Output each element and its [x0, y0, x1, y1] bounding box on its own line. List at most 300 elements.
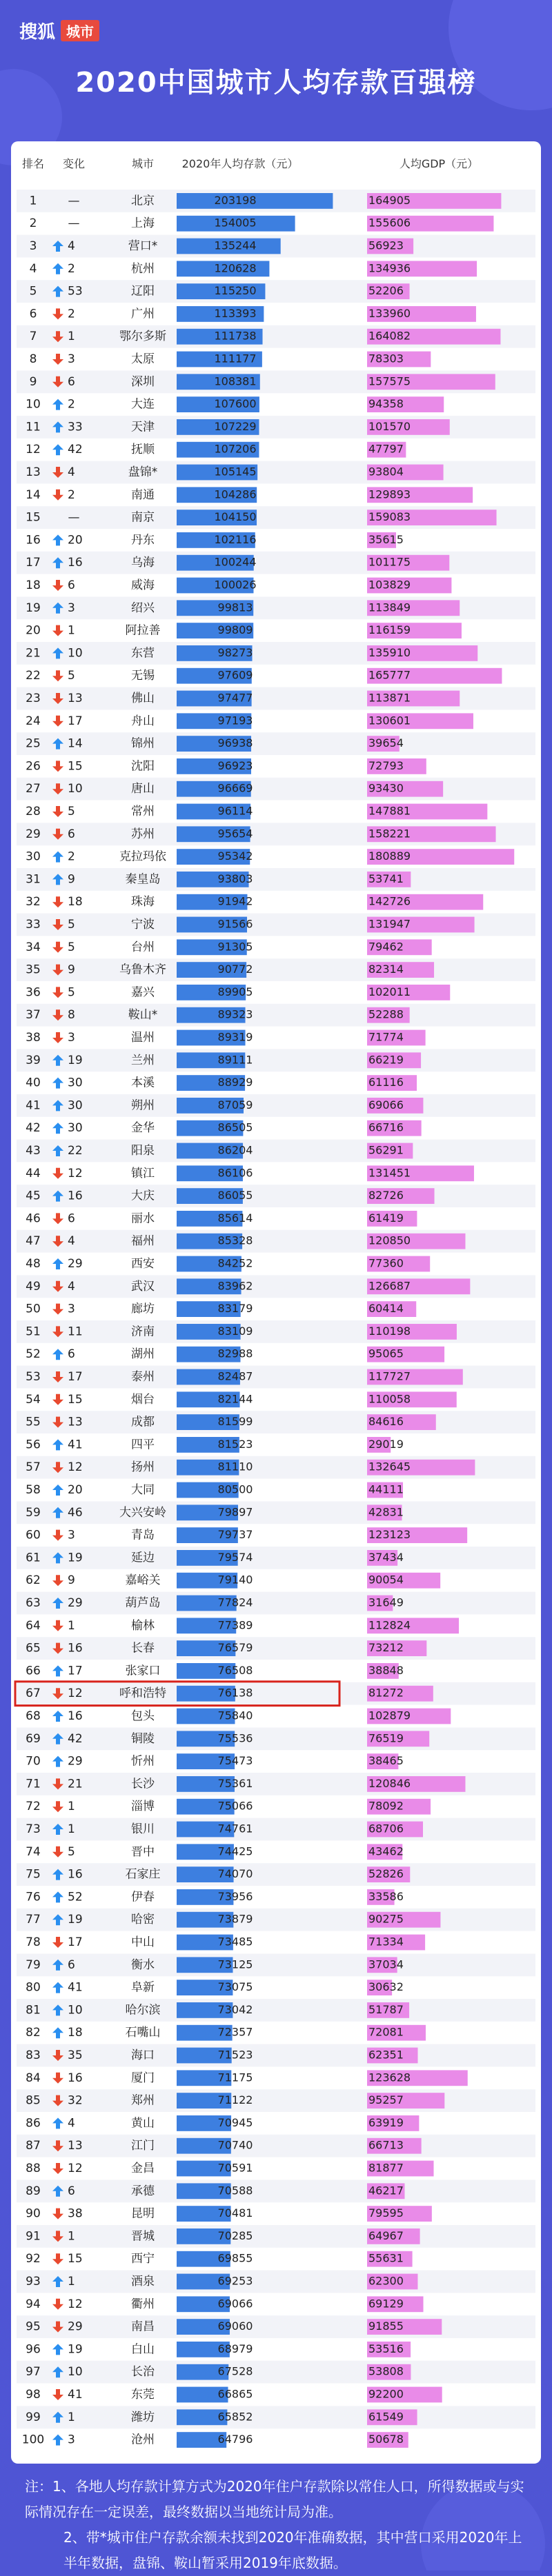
gdp-value: 55631 [368, 2251, 404, 2265]
arrow-up-icon [52, 2027, 63, 2038]
rank-cell: 71 [26, 1777, 41, 1791]
rank-cell: 50 [26, 1302, 41, 1316]
rank-cell: 14 [26, 487, 41, 502]
rank-cell: 94 [26, 2297, 41, 2311]
brand-logo [19, 18, 99, 43]
city-cell: 舟山 [131, 714, 155, 728]
deposit-value: 96669 [217, 781, 253, 795]
change-cell: 30 [68, 1098, 83, 1113]
city-cell: 铜陵 [131, 1731, 155, 1746]
deposit-value: 203198 [214, 193, 257, 207]
arrow-down-icon [52, 2208, 63, 2220]
city-cell: 金昌 [131, 2162, 155, 2175]
brand-tag: 城市 [61, 20, 99, 41]
rank-cell: 80 [26, 1980, 41, 1995]
change-cell: 17 [68, 1935, 83, 1949]
table-row [26, 2025, 426, 2041]
rank-cell: 28 [26, 805, 41, 818]
footnote-note-1-text: 1、各地人均存款计算方式为2020年住户存款除以常住人口，所得数据或与实际情况存在一定误差，最终数据以当地统计局为准。 [25, 2478, 524, 2520]
deposit-value: 82988 [217, 1347, 253, 1360]
row-stripe [17, 2361, 535, 2384]
change-cell: 16 [68, 1641, 83, 1656]
gdp-value: 29019 [368, 1437, 404, 1451]
gdp-value: 52288 [368, 1007, 404, 1021]
deposit-value: 69066 [217, 2297, 253, 2311]
rank-cell: 35 [26, 963, 41, 977]
city-cell: 上海 [131, 217, 155, 231]
rank-cell: 90 [26, 2206, 41, 2221]
table-row [26, 1844, 404, 1860]
deposit-value: 68979 [217, 2342, 253, 2355]
table-row [17, 823, 535, 845]
table-row [26, 2115, 419, 2131]
change-cell: 15 [68, 759, 83, 774]
rank-cell: 76 [26, 1890, 41, 1904]
city-cell: 郑州 [131, 2093, 155, 2108]
city-cell: 南京 [131, 510, 155, 525]
change-cell: 4 [68, 1279, 75, 1294]
rank-cell: 58 [26, 1483, 41, 1497]
row-stripe [17, 2044, 535, 2067]
gdp-value: 131451 [368, 1166, 411, 1180]
city-cell: 长沙 [131, 1777, 155, 1791]
gdp-value: 135910 [368, 645, 411, 659]
gdp-value: 180889 [368, 849, 411, 863]
city-cell: 昆明 [131, 2206, 155, 2221]
change-cell: 12 [68, 2162, 83, 2175]
city-cell: 北京 [131, 194, 155, 208]
rank-cell: 39 [26, 1053, 41, 1067]
deposit-value: 108381 [214, 374, 257, 388]
gdp-value: 38848 [368, 1663, 404, 1677]
rank-cell: 63 [26, 1596, 41, 1610]
gdp-value: 126687 [368, 1279, 411, 1293]
table-row [17, 1547, 535, 1569]
table-row [30, 306, 476, 322]
city-cell: 延边 [131, 1551, 155, 1565]
arrow-up-icon [52, 1665, 63, 1676]
city-cell: 济南 [131, 1325, 155, 1339]
row-stripe [17, 1140, 535, 1163]
deposit-value: 74070 [217, 1867, 253, 1881]
table-row [26, 1889, 404, 1905]
footnote [25, 2474, 535, 2576]
deposit-value: 83109 [217, 1324, 253, 1338]
gdp-value: 39654 [368, 736, 404, 750]
deposit-value: 111177 [214, 352, 257, 365]
deposit-value: 69253 [217, 2274, 253, 2288]
rank-cell: 26 [26, 759, 41, 774]
gdp-value: 93804 [368, 465, 404, 479]
deposit-value: 70481 [217, 2206, 253, 2220]
gdp-value: 50678 [368, 2433, 404, 2446]
deposit-value: 98273 [217, 645, 253, 659]
deposit-value: 67528 [217, 2364, 253, 2378]
rank-cell: 77 [26, 1913, 41, 1927]
gdp-value: 117727 [368, 1369, 411, 1383]
row-stripe [17, 1094, 535, 1117]
gdp-value: 129893 [368, 487, 411, 501]
rank-cell: 53 [26, 1370, 41, 1384]
deposit-value: 65852 [217, 2410, 253, 2424]
change-cell: 6 [68, 374, 75, 389]
gdp-value: 66219 [368, 1053, 404, 1067]
deposit-value: 70740 [217, 2138, 253, 2152]
deposit-value: 83179 [217, 1302, 253, 1316]
table-row [26, 1709, 451, 1724]
gdp-value: 90275 [368, 1912, 404, 1926]
table-row [26, 1301, 416, 1317]
table-row [26, 1799, 431, 1815]
change-cell: 6 [68, 1347, 75, 1362]
city-cell: 武汉 [131, 1279, 155, 1294]
rank-cell: 38 [26, 1031, 41, 1045]
row-stripe [17, 1727, 535, 1750]
table-row [26, 442, 406, 458]
deposit-value: 91566 [217, 917, 253, 931]
deposit-value: 79574 [217, 1550, 253, 1564]
change-cell: 3 [68, 352, 75, 366]
gdp-value: 133960 [368, 306, 411, 320]
rank-cell: 5 [29, 284, 37, 299]
column-header-deposit: 2020年人均存款（元） [181, 157, 299, 170]
deposit-value: 100244 [214, 555, 257, 569]
gdp-value: 113871 [368, 691, 411, 705]
deposit-value: 80500 [217, 1482, 253, 1496]
city-cell: 成都 [131, 1415, 155, 1429]
gdp-value: 155606 [368, 216, 411, 230]
change-cell: 6 [68, 2184, 75, 2198]
change-cell: 15 [68, 2252, 83, 2266]
table-row [17, 1501, 535, 1524]
change-cell: 5 [68, 940, 75, 954]
table-row [26, 985, 450, 1000]
change-cell: 29 [68, 2320, 83, 2334]
city-cell: 哈尔滨 [125, 2003, 161, 2017]
table-row [17, 2225, 535, 2248]
arrow-down-icon [52, 2253, 63, 2264]
column-header-change: 变化 [62, 157, 86, 170]
rank-cell: 59 [26, 1505, 41, 1520]
city-cell: 广州 [131, 307, 155, 321]
table-header [22, 157, 478, 170]
deposit-value: 71523 [217, 2048, 253, 2062]
gdp-value: 142726 [368, 894, 411, 908]
change-cell: 32 [68, 2093, 83, 2108]
city-cell: 沧州 [131, 2433, 155, 2447]
row-stripe [17, 1049, 535, 1071]
arrow-up-icon [52, 1711, 63, 1722]
change-cell: 6 [68, 578, 75, 592]
rank-cell: 96 [26, 2342, 41, 2357]
city-cell: 金华 [131, 1121, 155, 1136]
rank-cell: 91 [26, 2229, 41, 2244]
arrow-down-icon [52, 308, 63, 319]
rank-cell: 66 [26, 1664, 41, 1678]
gdp-value: 42831 [368, 1505, 404, 1519]
change-cell: 1 [68, 1822, 75, 1836]
table-row [26, 1120, 421, 1136]
change-cell: 19 [68, 1053, 83, 1067]
gdp-value: 52206 [368, 284, 404, 298]
rank-cell: 21 [26, 646, 41, 661]
city-cell: 哈密 [131, 1913, 155, 1927]
deposit-value: 107600 [214, 397, 257, 411]
city-cell: 白山 [131, 2342, 155, 2357]
deposit-value: 70285 [217, 2228, 253, 2242]
city-cell: 深圳 [131, 374, 155, 389]
rank-cell: 78 [26, 1935, 41, 1949]
arrow-down-icon [52, 2073, 63, 2084]
deposit-value: 120628 [214, 261, 257, 275]
rank-cell: 84 [26, 2071, 41, 2085]
city-cell: 克拉玛依 [119, 849, 166, 864]
row-stripe [17, 1004, 535, 1027]
change-cell: 3 [68, 1031, 75, 1045]
city-cell: 大连 [131, 397, 155, 412]
table-row [17, 1727, 535, 1750]
gdp-value: 82726 [368, 1189, 404, 1203]
rank-cell: 89 [26, 2184, 41, 2198]
change-cell: 6 [68, 827, 75, 841]
change-cell: 21 [68, 1777, 83, 1791]
deposit-value: 79897 [217, 1505, 253, 1519]
change-cell: 10 [68, 782, 83, 796]
table-row [17, 552, 535, 574]
city-cell: 绍兴 [131, 601, 155, 615]
change-cell: 12 [68, 1460, 83, 1475]
city-cell: 锦州 [131, 736, 155, 751]
rank-cell: 4 [29, 261, 37, 276]
deposit-value: 99813 [217, 601, 253, 614]
gdp-value: 92200 [368, 2387, 404, 2401]
table-row [17, 1185, 535, 1207]
change-flat-cell: — [68, 217, 80, 231]
rank-cell: 12 [26, 443, 41, 457]
arrow-down-icon [52, 1032, 63, 1043]
gdp-value: 53516 [368, 2342, 404, 2355]
gdp-value: 164905 [368, 193, 411, 207]
gdp-value: 130601 [368, 714, 411, 727]
change-cell: 19 [68, 2342, 83, 2357]
deposit-value: 95654 [217, 827, 253, 841]
table-row [17, 1999, 535, 2022]
arrow-down-icon [52, 716, 63, 727]
city-cell: 常州 [131, 805, 155, 818]
deposit-value: 105145 [214, 465, 257, 479]
table-row [17, 506, 535, 529]
gdp-value: 81877 [368, 2161, 404, 2175]
city-cell: 本溪 [131, 1076, 155, 1090]
gdp-value: 93430 [368, 781, 404, 795]
rank-cell: 19 [26, 601, 41, 615]
rank-cell: 83 [26, 2049, 41, 2062]
change-cell: 12 [68, 1166, 83, 1180]
gdp-value: 123628 [368, 2071, 411, 2084]
deposit-value: 97193 [217, 714, 253, 727]
city-cell: 石家庄 [125, 1867, 161, 1882]
deposit-value: 95342 [217, 849, 253, 863]
arrow-down-icon [52, 1575, 63, 1586]
row-stripe [17, 1592, 535, 1615]
arrow-down-icon [52, 1801, 63, 1812]
table-row [17, 1140, 535, 1163]
deposit-value: 73879 [217, 1912, 253, 1926]
city-cell: 伊春 [131, 1890, 155, 1904]
deposit-value: 79737 [217, 1528, 253, 1542]
footnote-note-2: 2、带*城市住户存款余额未找到2020年准确数据，其中营口采用2020年上半年数据，盘锦、鞍山暂采用2019年底数据。 [63, 2529, 522, 2571]
gdp-value: 123123 [368, 1528, 411, 1542]
table-row [17, 1366, 535, 1389]
deposit-value: 77389 [217, 1618, 253, 1632]
gdp-value: 64967 [368, 2228, 404, 2242]
deposit-value: 82487 [217, 1369, 253, 1383]
change-cell: 5 [68, 805, 75, 818]
arrow-up-icon [52, 1891, 63, 1902]
row-stripe [17, 2225, 535, 2248]
arrow-up-icon [52, 1258, 63, 1269]
city-cell: 嘉峪关 [125, 1573, 161, 1588]
deposit-value: 154005 [214, 216, 257, 230]
deposit-value: 71122 [217, 2093, 253, 2107]
deposit-value: 72357 [217, 2025, 253, 2039]
table-row [17, 2180, 535, 2202]
rank-cell: 23 [26, 692, 41, 705]
change-cell: 30 [68, 1121, 83, 1136]
change-cell: 13 [68, 1415, 83, 1429]
gdp-value: 131947 [368, 917, 411, 931]
rank-cell: 42 [26, 1121, 41, 1136]
deposit-value: 90772 [217, 963, 253, 976]
city-cell: 鞍山* [128, 1008, 158, 1023]
gdp-value: 91855 [368, 2320, 404, 2333]
ranking-table-card [11, 141, 541, 2464]
table-row [26, 668, 502, 684]
table-row [17, 778, 535, 801]
change-cell: 9 [68, 963, 75, 977]
table-row [26, 1391, 457, 1407]
change-cell: 1 [68, 330, 75, 344]
table-row [17, 416, 535, 439]
table-row [30, 352, 431, 368]
table-row [17, 1320, 535, 1343]
rank-cell: 13 [26, 465, 41, 479]
city-cell: 黄山 [131, 2116, 155, 2131]
change-cell: 17 [68, 1664, 83, 1678]
arrow-down-icon [52, 1394, 63, 1405]
gdp-value: 62300 [368, 2274, 404, 2288]
deposit-value: 88929 [217, 1076, 253, 1089]
table-row [26, 2206, 432, 2222]
table-row [30, 261, 477, 276]
row-stripe [17, 1909, 535, 1931]
table-row [26, 2070, 468, 2086]
arrow-up-icon [52, 852, 63, 863]
rank-cell: 99 [26, 2410, 41, 2424]
deposit-value: 86505 [217, 1120, 253, 1134]
deposit-value: 69855 [217, 2251, 253, 2265]
gdp-value: 147881 [368, 804, 411, 818]
change-cell: 1 [68, 2229, 75, 2244]
deposit-value: 135244 [214, 239, 257, 252]
deposit-value: 66865 [217, 2387, 253, 2401]
city-cell: 沈阳 [131, 759, 155, 774]
deposit-value: 64796 [217, 2433, 253, 2446]
city-cell: 四平 [131, 1438, 155, 1452]
city-cell: 珠海 [131, 895, 155, 909]
city-cell: 包头 [131, 1709, 155, 1723]
city-cell: 石嘴山 [125, 2026, 161, 2040]
deposit-value: 107229 [214, 419, 257, 433]
city-cell: 威海 [131, 578, 155, 592]
city-cell: 抚顺 [131, 443, 155, 457]
change-cell: 6 [68, 1211, 75, 1226]
city-cell: 中山 [131, 1935, 155, 1949]
arrow-up-icon [52, 2435, 63, 2446]
row-stripe [17, 958, 535, 981]
table-row [17, 1049, 535, 1071]
change-cell: 9 [68, 872, 75, 887]
deposit-value: 96923 [217, 758, 253, 772]
rank-cell: 43 [26, 1144, 41, 1158]
table-row [17, 642, 535, 665]
table-row [26, 713, 473, 729]
table-row [26, 894, 483, 910]
gdp-value: 66716 [368, 1120, 404, 1134]
city-cell: 朔州 [131, 1098, 155, 1113]
rank-cell: 52 [26, 1347, 41, 1362]
change-cell: 42 [68, 1731, 83, 1746]
table-rows [15, 190, 535, 2448]
row-stripe [17, 552, 535, 574]
table-row [17, 1094, 535, 1117]
deposit-value: 93803 [217, 872, 253, 885]
arrow-down-icon [52, 1847, 63, 1858]
arrow-up-icon [52, 1123, 63, 1134]
table-row [17, 280, 535, 303]
rank-cell: 65 [26, 1641, 41, 1656]
table-row [17, 2406, 535, 2428]
footnote-label: 注： [25, 2478, 52, 2495]
deposit-value: 76138 [217, 1686, 253, 1700]
rank-cell: 41 [26, 1098, 41, 1113]
city-cell: 阜新 [131, 1980, 155, 1995]
change-cell: 33 [68, 420, 83, 434]
footnote-note-1 [25, 2474, 535, 2525]
deposit-value: 97477 [217, 691, 253, 705]
rank-cell: 10 [26, 397, 41, 412]
rank-cell: 54 [26, 1392, 41, 1407]
gdp-value: 44111 [368, 1482, 404, 1496]
city-cell: 潍坊 [131, 2410, 155, 2424]
change-cell: 6 [68, 1958, 75, 1972]
gdp-value: 79595 [368, 2206, 404, 2220]
deposit-value: 77824 [217, 1596, 253, 1609]
city-cell: 西宁 [131, 2252, 155, 2266]
table-row [26, 804, 487, 820]
rank-cell: 47 [26, 1234, 41, 1249]
rank-cell: 62 [26, 1573, 41, 1588]
rank-cell: 24 [26, 714, 41, 728]
gdp-value: 38465 [368, 1754, 404, 1768]
change-cell: 10 [68, 646, 83, 661]
rank-cell: 16 [26, 533, 41, 547]
table-row [26, 1165, 474, 1181]
city-cell: 烟台 [131, 1392, 155, 1407]
gdp-value: 95257 [368, 2093, 404, 2107]
table-row [17, 1004, 535, 1027]
gdp-value: 46217 [368, 2184, 404, 2197]
